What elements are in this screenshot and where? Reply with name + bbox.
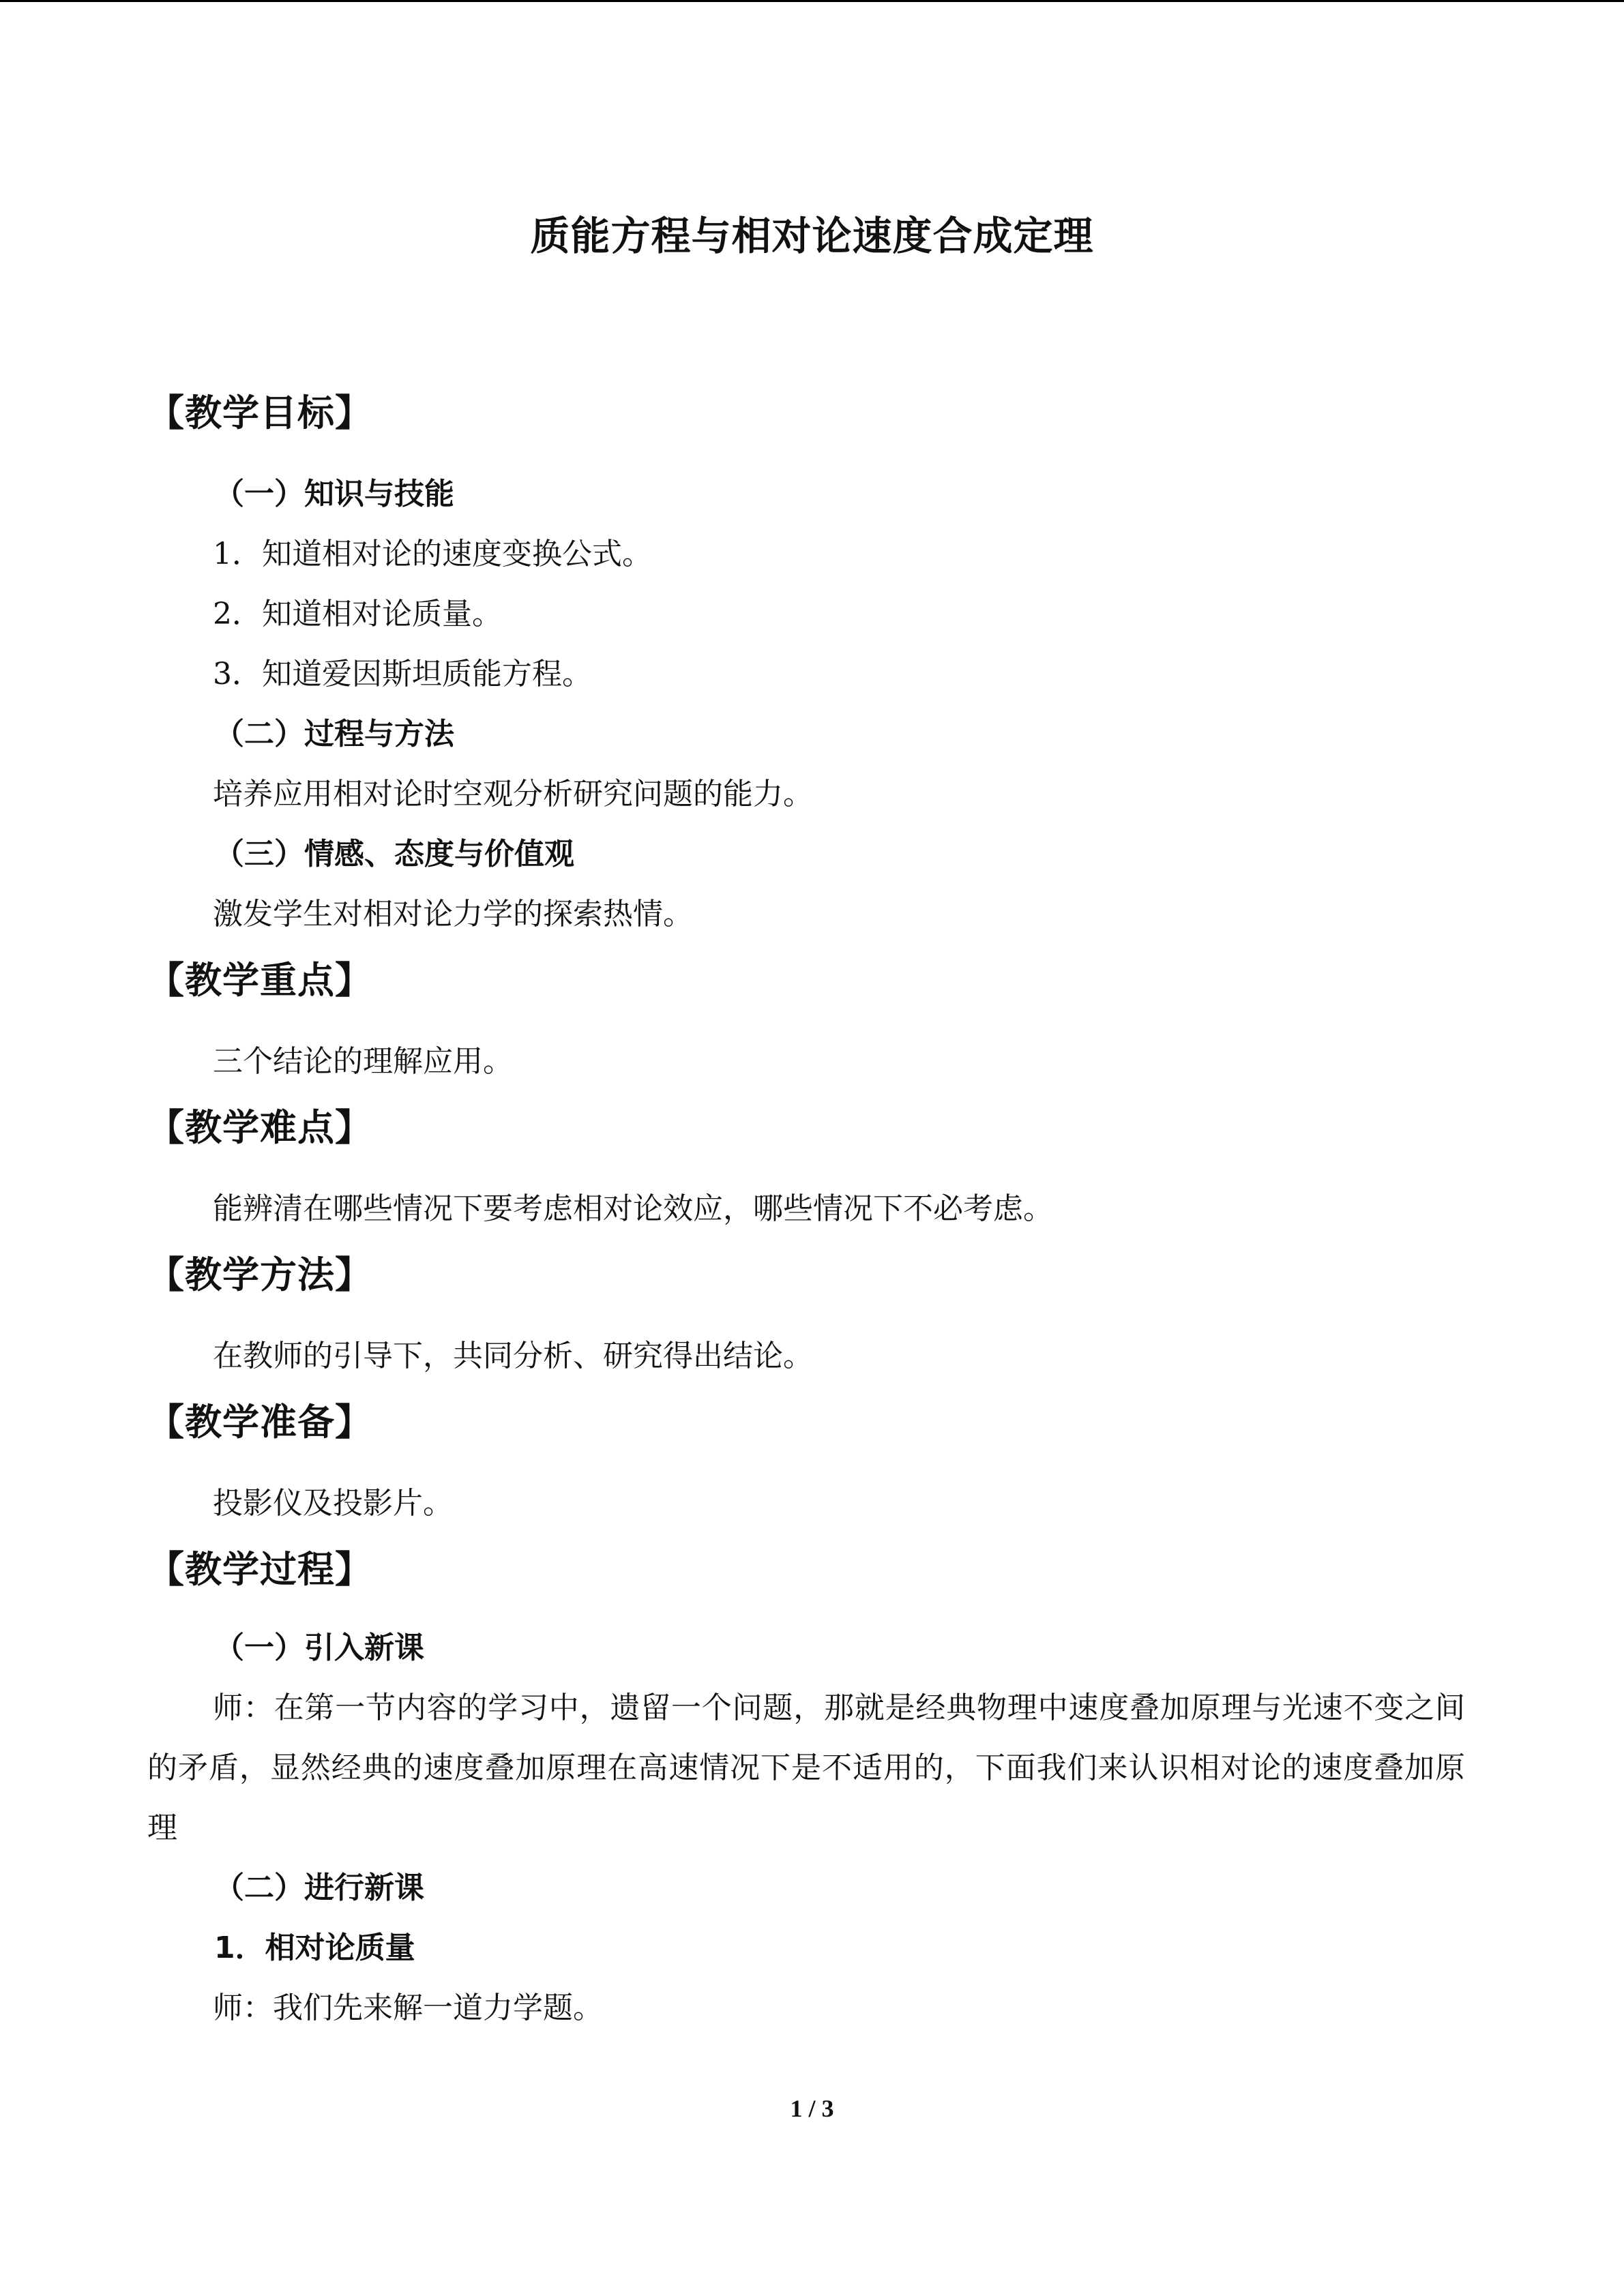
key-points-text: 三个结论的理解应用。: [213, 1044, 513, 1079]
objective-item-2: 2．知道相对论质量。: [213, 597, 502, 631]
point-relativistic-mass: 1．相对论质量: [214, 1930, 415, 1965]
page-number: 1 / 3: [790, 2095, 834, 2122]
objective-item-1: 1．知道相对论的速度变换公式。: [213, 537, 652, 571]
emotions-values-text: 激发学生对相对论力学的探索热情。: [213, 897, 693, 931]
subheading-new-lesson: （二）进行新课: [214, 1870, 424, 1905]
relativistic-mass-text: 师：我们先来解一道力学题。: [213, 1991, 603, 2025]
preparation-text: 投影仪及投影片。: [213, 1486, 453, 1521]
methods-text: 在教师的引导下，共同分析、研究得出结论。: [213, 1339, 813, 1373]
heading-process: 【教学过程】: [147, 1548, 372, 1591]
difficulties-text: 能辨清在哪些情况下要考虑相对论效应，哪些情况下不必考虑。: [213, 1191, 1053, 1226]
document-title: 质能方程与相对论速度合成定理: [530, 213, 1094, 259]
introduction-paragraph: 师：在第一节内容的学习中，遗留一个问题，那就是经典物理中速度叠加原理与光速不变之间的矛盾，显然经典的速度叠加原理在高速情况下是不适用的，下面我们来认识相对论的速度叠加原理: [147, 1690, 1465, 1845]
heading-preparation: 【教学准备】: [147, 1401, 372, 1444]
objective-item-3: 3．知道爱因斯坦质能方程。: [213, 657, 592, 691]
process-methods-text: 培养应用相对论时空观分析研究问题的能力。: [213, 777, 813, 811]
subheading-knowledge-skills: （一）知识与技能: [214, 477, 454, 511]
subheading-introduction: （一）引入新课: [214, 1630, 424, 1665]
heading-difficulties: 【教学难点】: [147, 1106, 372, 1149]
heading-objectives: 【教学目标】: [147, 391, 372, 434]
subheading-process-methods: （二）过程与方法: [214, 717, 454, 751]
subheading-emotions-values: （三）情感、态度与价值观: [214, 837, 574, 871]
heading-methods: 【教学方法】: [147, 1253, 372, 1296]
heading-key-points: 【教学重点】: [147, 959, 372, 1002]
